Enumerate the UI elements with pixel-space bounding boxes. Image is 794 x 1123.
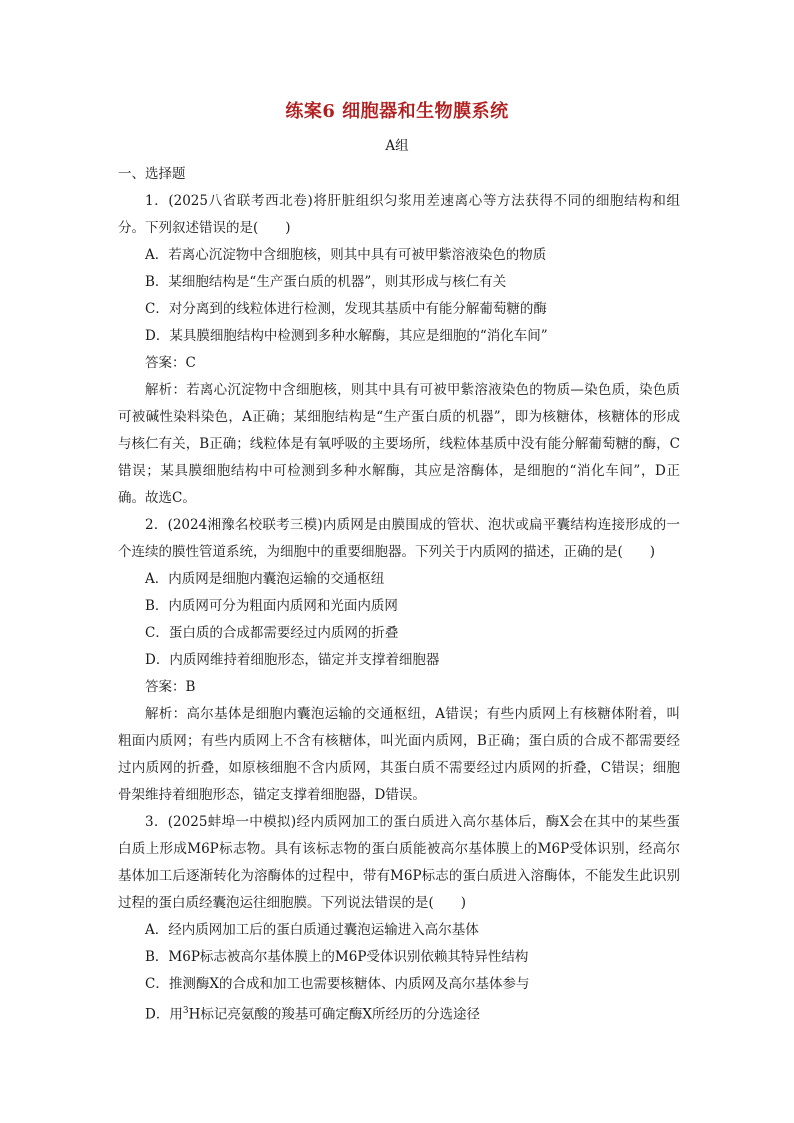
section-heading: 一、选择题 [118, 166, 186, 182]
question-3-option-d [118, 998, 680, 1029]
question-1-option-c: C．对分离到的线粒体进行检测，发现其基质中有能分解葡萄糖的酶 [145, 301, 547, 317]
page-title: 练案6 细胞器和生物膜系统 [285, 101, 509, 122]
question-3-option-c: C．推测酶X的合成和加工也需要核糖体、内质网及高尔基体参与 [145, 976, 530, 992]
question-1-option-a: A．若离心沉淀物中含细胞核，则其中具有可被甲紫溶液染色的物质 [145, 247, 547, 263]
question-1-analysis: 解析：若离心沉淀物中含细胞核，则其中具有可被甲紫溶液染色的物质—染色质，染色质可被碱性染料染色，A正确；某细胞结构是“生产蛋白质的机器”，即为核糖体，核糖体的形成与核仁有关，B正确；线粒体是有氧呼吸的主要场所，线粒体基质中没有能分解葡萄糖的酶，C错误；某具膜细胞结构中可检测到多种水解酶，其应是溶酶体，是细胞的“消化车间”，D正确。故选C。 [118, 382, 680, 506]
question-1-option-b: B．某细胞结构是“生产蛋白质的机器”，则其形成与核仁有关 [145, 274, 507, 290]
question-3-stem: 3．(2025蚌埠一中模拟)经内质网加工的蛋白质进入高尔基体后，酶X会在其中的某些蛋白质上形成M6P标志物。具有该标志物的蛋白质能被高尔基体膜上的M6P受体识别，经高尔基体加工后逐渐转化为溶酶体的过程中，带有M6P标志的蛋白质进入溶酶体，不能发生此识别过程的蛋白质经囊泡运往细胞膜。下列说法错误的是( ) [118, 814, 680, 911]
question-1-option-d: D．某具膜细胞结构中检测到多种水解酶，其应是细胞的“消化车间” [145, 328, 548, 344]
question-2-stem: 2．(2024湘豫名校联考三模)内质网是由膜围成的管状、泡状或扁平囊结构连接形成的一个连续的膜性管道系统，为细胞中的重要细胞器。下列关于内质网的描述，正确的是( ) [118, 517, 680, 560]
group-label: A组 [385, 138, 409, 154]
option-d-prefix: D．用 [145, 1006, 183, 1023]
question-1-answer: 答案：C [145, 355, 196, 371]
question-2-option-b: B．内质网可分为粗面内质网和光面内质网 [145, 598, 398, 614]
question-3-option-a: A．经内质网加工后的蛋白质通过囊泡运输进入高尔基体 [145, 922, 479, 938]
question-1-stem: 1．(2025八省联考西北卷)将肝脏组织匀浆用差速离心等方法获得不同的细胞结构和组分。下列叙述错误的是( ) [118, 193, 680, 236]
question-2-option-c: C．蛋白质的合成都需要经过内质网的折叠 [145, 625, 399, 641]
question-2-option-a: A．内质网是细胞内囊泡运输的交通枢纽 [145, 571, 385, 587]
question-2-analysis: 解析：高尔基体是细胞内囊泡运输的交通枢纽，A错误；有些内质网上有核糖体附着，叫粗面内质网；有些内质网上不含有核糖体，叫光面内质网，B正确；蛋白质的合成不都需要经过内质网的折叠，如原核细胞不含内质网，其蛋白质不需要经过内质网的折叠，C错误；细胞骨架维持着细胞形态，锚定支撑着细胞器，D错误。 [118, 706, 680, 803]
option-d-suffix: H标记亮氨酸的羧基可确定酶X所经历的分选途径 [188, 1006, 480, 1023]
question-2-answer: 答案：B [145, 679, 196, 695]
document-body [118, 161, 680, 1029]
isotope-superscript: 3 [182, 1006, 189, 1016]
question-2-option-d: D．内质网维持着细胞形态，锚定并支撑着细胞器 [145, 652, 440, 668]
question-3-option-b: B．M6P标志被高尔基体膜上的M6P受体识别依赖其特异性结构 [145, 949, 529, 965]
